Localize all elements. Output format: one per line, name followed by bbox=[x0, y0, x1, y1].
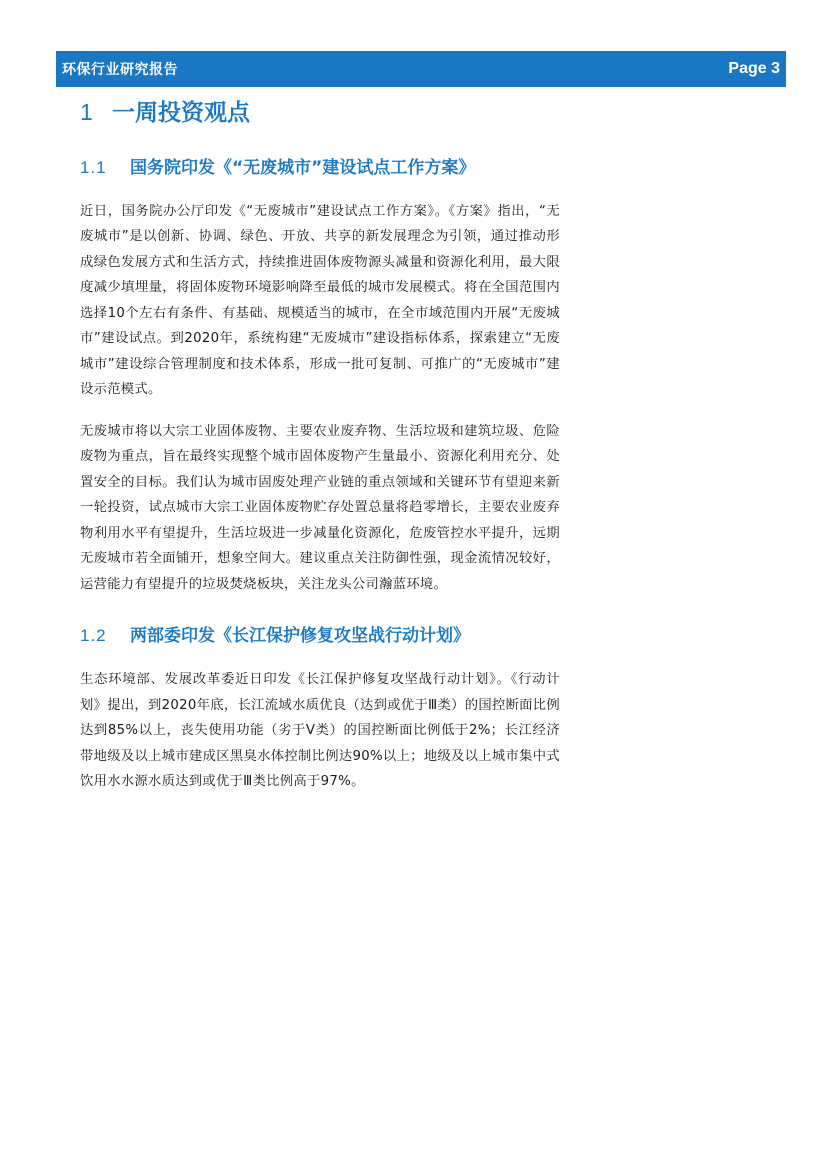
subsection-title: 两部委印发《长江保护修复攻坚战行动计划》 bbox=[130, 626, 470, 647]
subsection-title: 国务院印发《“无废城市”建设试点工作方案》 bbox=[130, 158, 476, 179]
subsection-number: 1.1 bbox=[80, 158, 107, 178]
paragraph: 近日，国务院办公厅印发《“无废城市”建设试点工作方案》。《方案》指出，“无废城市”是以创新、协调、绿色、开放、共享的新发展理念为引领，通过推动形成绿色发展方式和生活方式，持续推进固体废物源头减量和资源化利用，最大限度减少填埋量，将固体废物环境影响降至最低的城市发展模式。将在全国范围内选择10个左右有条件、有基础、规模适当的城市，在全市域范围内开展“无废城市”建设试点。到2020年，系统构建“无废城市”建设指标体系，探索建立“无废城市”建设综合管理制度和技术体系，形成一批可复制、可推广的“无废城市”建设示范模式。 bbox=[80, 203, 560, 398]
section-title: 一周投资观点 bbox=[112, 100, 250, 126]
section-heading-1 bbox=[80, 96, 560, 129]
document-body bbox=[80, 96, 560, 811]
subsection-heading-1-1 bbox=[80, 156, 560, 181]
section-number: 1 bbox=[80, 99, 93, 125]
paragraph: 生态环境部、发展改革委近日印发《长江保护修复攻坚战行动计划》。《行动计划》提出，到2020年底，长江流域水质优良（达到或优于Ⅲ类）的国控断面比例达到85%以上，丧失使用功能（劣于Ⅴ类）的国控断面比例低于2%；长江经济带地级及以上城市建成区黑臭水体控制比例达90%以上；地级及以上城市集中式饮用水水源水质达到或优于Ⅲ类比例高于97%。 bbox=[80, 672, 560, 790]
page-number: Page 3 bbox=[728, 60, 780, 77]
subsection-heading-1-2 bbox=[80, 624, 560, 649]
page-header bbox=[56, 51, 786, 87]
paragraph: 无废城市将以大宗工业固体废物、主要农业废弃物、生活垃圾和建筑垃圾、危险废物为重点，旨在最终实现整个城市固体废物产生量最小、资源化利用充分、处置安全的目标。我们认为城市固废处理产业链的重点领域和关键环节有望迎来新一轮投资，试点城市大宗工业固体废物贮存处置总量将趋零增长，主要农业废弃物利用水平有望提升，生活垃圾进一步减量化资源化，危废管控水平提升，远期无废城市若全面铺开，想象空间大。建议重点关注防御性强，现金流情况较好，运营能力有望提升的垃圾焚烧板块，关注龙头公司瀚蓝环境。 bbox=[80, 423, 560, 592]
report-title: 环保行业研究报告 bbox=[62, 62, 178, 78]
subsection-number: 1.2 bbox=[80, 626, 107, 646]
